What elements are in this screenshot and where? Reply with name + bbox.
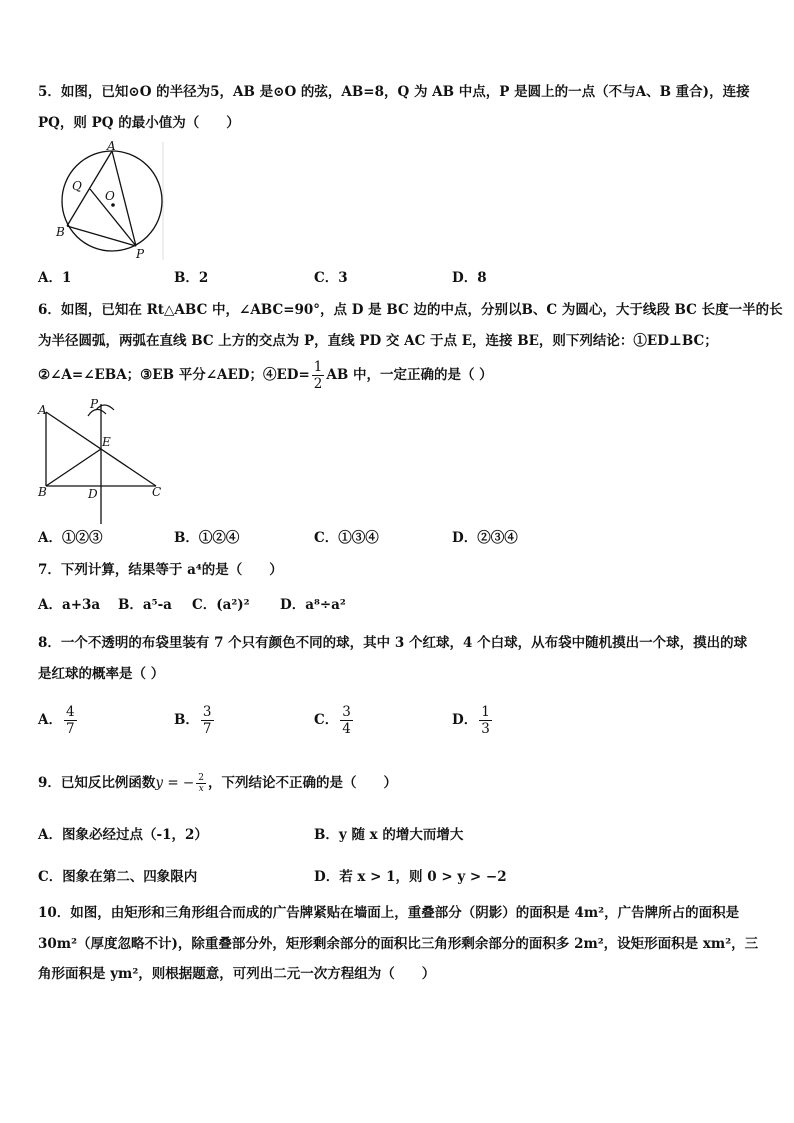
q5-text-line1: 5．如图，已知⊙O 的半径为5，AB 是⊙O 的弦，AB=8，Q 为 AB 中点，P 是圆上的一点（不与A、B 重合)，连接 [38,84,750,100]
q9-formula-fraction [196,773,206,794]
q7-text-line1: 7．下列计算，结果等于 a⁴的是（ ） [38,562,283,578]
q8-option-b-label: B． [174,712,199,728]
q5-text-line2: PQ，则 PQ 的最小值为（ ） [38,115,240,131]
q8-option-b-fraction [201,704,214,737]
q7-option-a[interactable]: A．a+3a [38,597,101,613]
q8-option-a-num: 4 [65,704,75,720]
q9-formula-num: 2 [198,773,204,783]
q6-label-d: D [88,487,98,501]
q8-option-d-den: 3 [481,721,490,737]
q5-circle-figure [50,140,170,262]
q9-text-line1 [38,768,397,798]
q8-option-c-num: 3 [342,704,351,720]
q8-option-d-label: D． [452,712,478,728]
q5-option-b[interactable]: B．2 [174,270,209,286]
q7-option-d[interactable]: D．a⁸÷a² [280,597,346,613]
q6-option-c[interactable]: C．①③④ [314,530,379,546]
q8-option-c[interactable] [314,702,355,738]
q6-option-b[interactable]: B．①②④ [174,530,240,546]
q6-fraction [312,359,325,392]
q6-label-b: B [38,485,47,499]
q8-option-b-den: 7 [202,721,212,737]
q8-text-line1: 8．一个不透明的布袋里装有 7 个只有颜色不同的球，其中 3 个红球，4 个白球，从布袋中随机摸出一个球，摸出的球 [38,635,748,651]
q9-line1-post: ，下列结论不正确的是（ ） [207,775,397,791]
q6-line3-pre: ②∠A=∠EBA；③EB 平分∠AED；④ED= [38,367,310,383]
q8-option-b[interactable] [174,702,216,738]
q8-text-line2: 是红球的概率是（ ） [38,666,165,682]
q5-option-c[interactable]: C．3 [314,270,348,286]
q8-option-d[interactable] [452,702,494,738]
q5-option-d[interactable]: D．8 [452,270,487,286]
q6-line3-post: AB 中，一定正确的是（ ） [326,367,493,383]
q6-text-line2: 为半径圆弧，两弧在直线 BC 上方的交点为 P，直线 PD 交 AC 于点 E，连接 BE，则下列结论：①ED⊥BC； [38,333,718,349]
q6-option-a[interactable]: A．①②③ [38,530,103,546]
q8-option-c-label: C． [314,712,339,728]
q5-label-p: P [136,247,145,261]
q10-text-line3: 角形面积是 ym²，则根据题意，可列出二元一次方程组为（ ） [38,966,436,982]
q10-text-line2: 30m²（厚度忽略不计)，除重叠部分外，矩形剩余部分的面积比三角形剩余部分的面积多 2m²，设矩形面积是 xm²，三 [38,936,759,952]
q9-option-b[interactable]: B．y 随 x 的增大而增大 [314,827,464,843]
q8-option-a-label: A． [38,712,62,728]
q6-text-line3 [38,358,493,392]
q6-triangle-figure [34,396,174,526]
q8-option-a-den: 7 [65,721,75,737]
q6-label-e: E [102,435,111,449]
q8-option-b-num: 3 [202,704,212,720]
q8-option-d-fraction [479,704,492,737]
q7-option-b[interactable]: B．a⁵-a [118,597,172,613]
q9-option-a[interactable]: A．图象必经过点（-1，2） [38,827,208,843]
q10-text-line1: 10．如图，由矩形和三角形组合而成的广告牌紧贴在墙面上，重叠部分（阴影）的面积是 4m²，广告牌所占的面积是 [38,905,740,921]
q8-option-c-den: 4 [342,721,351,737]
q6-fraction-den: 2 [313,376,323,392]
q6-label-c: C [152,485,162,499]
q9-formula: y = − [155,775,195,791]
q6-label-a: A [38,403,47,417]
q8-option-a[interactable] [38,702,79,738]
q6-text-line1: 6．如图，已知在 Rt△ABC 中，∠ABC=90°，点 D 是 BC 边的中点，分别以B、C 为圆心，大于线段 BC 长度一半的长 [38,302,783,318]
q6-fraction-num: 1 [313,359,323,375]
q9-line1-pre: 9．已知反比例函数 [38,775,156,791]
q5-option-a[interactable]: A．1 [38,270,72,286]
q7-option-c[interactable]: C．(a²)² [192,597,250,613]
q8-option-c-fraction [340,704,353,737]
q5-label-a: A [107,140,116,153]
q5-label-b: B [56,225,65,239]
q8-option-a-fraction [64,704,77,737]
q6-option-d[interactable]: D．②③④ [452,530,518,546]
q9-formula-den: x [198,784,204,794]
q9-option-d[interactable]: D．若 x > 1，则 0 > y > −2 [314,869,507,885]
q6-label-p: P [90,397,99,411]
q8-option-d-num: 1 [481,704,490,720]
q5-label-o: O [105,189,115,203]
q5-label-q: Q [72,179,82,193]
q9-option-c[interactable]: C．图象在第二、四象限内 [38,869,198,885]
